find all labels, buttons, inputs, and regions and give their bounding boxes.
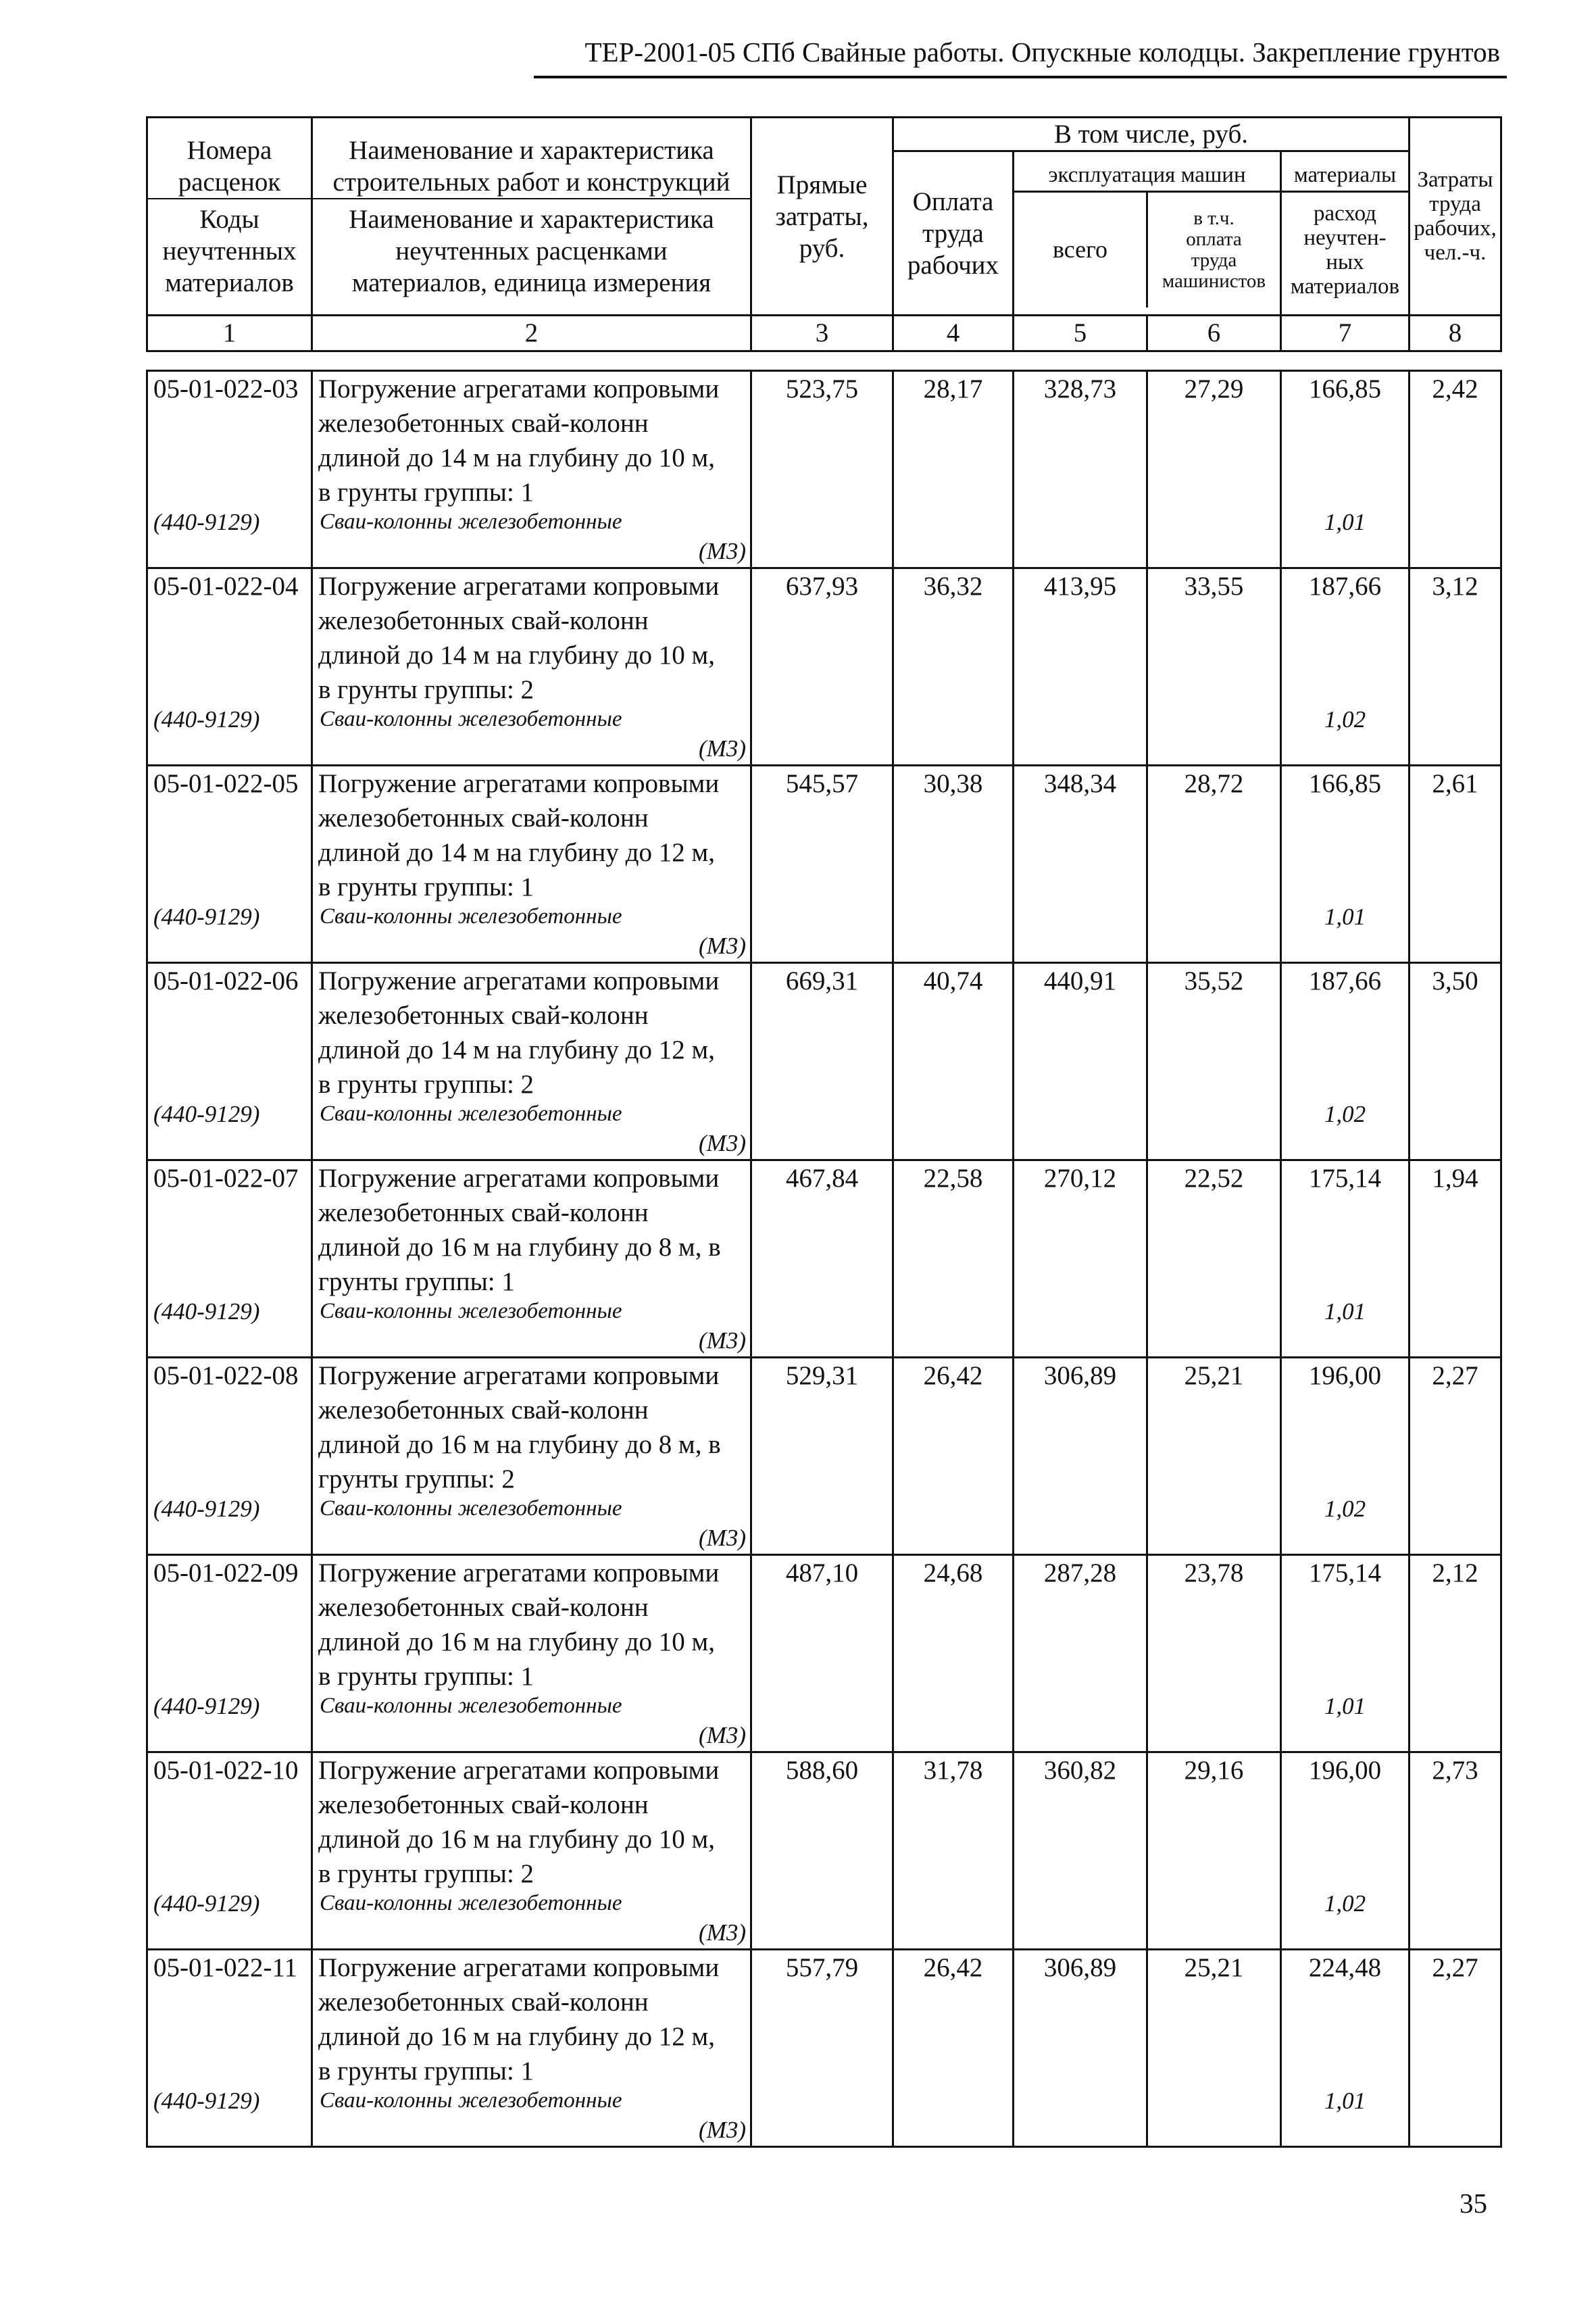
table-row: [147, 1358, 1501, 1555]
rate-code: 05-01-022-10: [153, 1756, 299, 1785]
material-code: (440-9129): [153, 509, 260, 535]
machines-total: 328,73: [1014, 371, 1147, 568]
material-unit: (М3): [699, 2117, 746, 2143]
work-line: Погружение агрегатами копровыми: [318, 769, 720, 798]
work-line: в грунты группы: 1: [318, 2057, 534, 2086]
header-col4: Оплата труда рабочих: [893, 151, 1014, 316]
labor-pay: 40,74: [893, 963, 1014, 1160]
labor-pay: 36,32: [893, 568, 1014, 766]
work-line: железобетонных свай-колонн: [318, 409, 649, 438]
header-col2-bottom: Наименование и характеристика неучтенных расценками материалов, единица измерения: [313, 198, 750, 299]
material-quantity: 1,01: [1324, 1298, 1366, 1325]
material-name: Сваи-колонны железобетонные: [320, 1102, 622, 1126]
material-name: Сваи-колонны железобетонные: [320, 2088, 622, 2113]
direct-costs: 487,10: [751, 1555, 893, 1752]
material-unit: (М3): [699, 933, 746, 959]
work-line: длиной до 16 м на глубину до 12 м,: [318, 2022, 715, 2051]
work-line: Погружение агрегатами копровыми: [318, 1953, 720, 1982]
header-col5: всего: [1014, 191, 1147, 307]
header-col1-top: Номера расценок: [178, 135, 281, 197]
labor-hours: 2,73: [1410, 1752, 1501, 1950]
materials-cost-cell: [1281, 1950, 1410, 2147]
material-name: Сваи-колонны железобетонные: [320, 707, 622, 731]
work-description-cell: [312, 371, 751, 568]
rate-code: 05-01-022-04: [153, 572, 299, 601]
labor-pay: 26,42: [893, 1950, 1014, 2147]
rate-code: 05-01-022-08: [153, 1361, 299, 1390]
rate-code-cell: [147, 1358, 312, 1555]
col-number: 3: [751, 316, 893, 351]
labor-pay: 26,42: [893, 1358, 1014, 1555]
header-col6: в т.ч. оплата труда машинистов: [1162, 207, 1266, 292]
work-description-cell: [312, 963, 751, 1160]
material-quantity: 1,02: [1324, 1496, 1366, 1522]
materials-cost: 187,66: [1308, 572, 1382, 601]
rate-code-cell: [147, 568, 312, 766]
labor-pay: 30,38: [893, 766, 1014, 963]
material-unit: (М3): [699, 538, 746, 564]
rate-code-cell: [147, 1950, 312, 2147]
material-code: (440-9129): [153, 706, 260, 733]
work-line: длиной до 16 м на глубину до 8 м, в: [318, 1430, 721, 1459]
material-code: (440-9129): [153, 1693, 260, 1719]
work-line: в грунты группы: 2: [318, 675, 534, 704]
machinist-pay: 25,21: [1147, 1950, 1281, 2147]
work-line: Погружение агрегатами копровыми: [318, 966, 720, 995]
work-line: железобетонных свай-колонн: [318, 1001, 649, 1030]
machines-total: 440,91: [1014, 963, 1147, 1160]
materials-cost-cell: [1281, 1752, 1410, 1950]
machines-total: 348,34: [1014, 766, 1147, 963]
machines-total: 360,82: [1014, 1752, 1147, 1950]
rate-code-cell: [147, 371, 312, 568]
header-col8: Затраты труда рабочих, чел.-ч.: [1410, 118, 1501, 316]
col-number: 2: [312, 316, 751, 351]
header-materials-label: материалы: [1282, 159, 1408, 192]
work-line: длиной до 14 м на глубину до 10 м,: [318, 641, 715, 670]
work-line: Погружение агрегатами копровыми: [318, 1164, 720, 1193]
labor-hours: 2,12: [1410, 1555, 1501, 1752]
rates-table: [146, 370, 1502, 2148]
material-name: Сваи-колонны железобетонные: [320, 1694, 622, 1718]
material-name: Сваи-колонны железобетонные: [320, 1299, 622, 1323]
work-description-cell: [312, 1555, 751, 1752]
material-quantity: 1,02: [1324, 706, 1366, 733]
materials-cost-cell: [1281, 568, 1410, 766]
material-code: (440-9129): [153, 904, 260, 930]
material-unit: (М3): [699, 1130, 746, 1156]
materials-cost-cell: [1281, 963, 1410, 1160]
table-header: [146, 116, 1502, 352]
work-description-cell: [312, 1950, 751, 2147]
materials-cost: 166,85: [1308, 769, 1382, 798]
machinist-pay: 25,21: [1147, 1358, 1281, 1555]
direct-costs: 669,31: [751, 963, 893, 1160]
machinist-pay: 33,55: [1147, 568, 1281, 766]
table-row: [147, 1752, 1501, 1950]
rate-code: 05-01-022-07: [153, 1164, 299, 1193]
work-line: железобетонных свай-колонн: [318, 1790, 649, 1819]
material-quantity: 1,01: [1324, 904, 1366, 930]
machinist-pay: 29,16: [1147, 1752, 1281, 1950]
machinist-pay: 22,52: [1147, 1160, 1281, 1358]
labor-hours: 2,27: [1410, 1950, 1501, 2147]
header-col3: Прямые затраты, руб.: [751, 118, 893, 316]
col-number: 1: [147, 316, 312, 351]
material-quantity: 1,01: [1324, 2088, 1366, 2114]
table-row: [147, 371, 1501, 568]
material-name: Сваи-колонны железобетонные: [320, 510, 622, 534]
table-row: [147, 1555, 1501, 1752]
work-line: в грунты группы: 2: [318, 1070, 534, 1099]
material-unit: (М3): [699, 735, 746, 762]
material-code: (440-9129): [153, 1890, 260, 1917]
direct-costs: 545,57: [751, 766, 893, 963]
rate-code-cell: [147, 766, 312, 963]
work-line: длиной до 16 м на глубину до 8 м, в: [318, 1233, 721, 1262]
material-quantity: 1,01: [1324, 509, 1366, 535]
col-number: 8: [1410, 316, 1501, 351]
rate-code-cell: [147, 1752, 312, 1950]
work-line: в грунты группы: 1: [318, 478, 534, 507]
material-name: Сваи-колонны железобетонные: [320, 1891, 622, 1915]
material-name: Сваи-колонны железобетонные: [320, 904, 622, 929]
labor-hours: 3,50: [1410, 963, 1501, 1160]
rate-code: 05-01-022-09: [153, 1558, 299, 1587]
material-unit: (М3): [699, 1525, 746, 1551]
materials-cost: 175,14: [1308, 1164, 1382, 1193]
material-code: (440-9129): [153, 1298, 260, 1325]
material-unit: (М3): [699, 1919, 746, 1946]
header-machines: [1014, 151, 1281, 316]
materials-cost: 196,00: [1308, 1756, 1382, 1785]
material-code: (440-9129): [153, 2088, 260, 2114]
machinist-pay: 35,52: [1147, 963, 1281, 1160]
machinist-pay: 23,78: [1147, 1555, 1281, 1752]
work-line: железобетонных свай-колонн: [318, 1593, 649, 1622]
work-line: железобетонных свай-колонн: [318, 1988, 649, 2017]
col-number: 5: [1014, 316, 1147, 351]
work-line: длиной до 16 м на глубину до 10 м,: [318, 1627, 715, 1656]
machines-total: 270,12: [1014, 1160, 1147, 1358]
materials-cost-cell: [1281, 766, 1410, 963]
header-col1-bottom: Коды неучтенных материалов: [148, 198, 311, 299]
work-line: длиной до 16 м на глубину до 10 м,: [318, 1825, 715, 1854]
header-numbers-row: [147, 316, 1501, 351]
work-line: Погружение агрегатами копровыми: [318, 1558, 720, 1587]
labor-hours: 2,27: [1410, 1358, 1501, 1555]
work-description-cell: [312, 1358, 751, 1555]
labor-pay: 28,17: [893, 371, 1014, 568]
direct-costs: 467,84: [751, 1160, 893, 1358]
table-row: [147, 766, 1501, 963]
rate-code-cell: [147, 1555, 312, 1752]
work-line: железобетонных свай-колонн: [318, 1396, 649, 1425]
header-group: В том числе, руб.: [893, 118, 1410, 151]
col-number: 4: [893, 316, 1014, 351]
work-line: в грунты группы: 2: [318, 1859, 534, 1888]
work-line: Погружение агрегатами копровыми: [318, 1361, 720, 1390]
work-line: железобетонных свай-колонн: [318, 606, 649, 635]
rate-code: 05-01-022-05: [153, 769, 299, 798]
work-description-cell: [312, 568, 751, 766]
page-title: ТЕР-2001-05 СПб Свайные работы. Опускные колодцы. Закрепление грунтов: [584, 36, 1500, 68]
work-line: Погружение агрегатами копровыми: [318, 1756, 720, 1785]
machinist-pay: 27,29: [1147, 371, 1281, 568]
material-quantity: 1,01: [1324, 1693, 1366, 1719]
rate-code: 05-01-022-03: [153, 374, 299, 403]
work-line: грунты группы: 2: [318, 1464, 515, 1494]
materials-cost: 175,14: [1308, 1558, 1382, 1587]
direct-costs: 529,31: [751, 1358, 893, 1555]
material-code: (440-9129): [153, 1496, 260, 1522]
materials-cost: 166,85: [1308, 374, 1382, 403]
table-row: [147, 963, 1501, 1160]
work-line: длиной до 14 м на глубину до 12 м,: [318, 838, 715, 867]
material-quantity: 1,02: [1324, 1890, 1366, 1917]
materials-cost-cell: [1281, 1358, 1410, 1555]
labor-pay: 22,58: [893, 1160, 1014, 1358]
work-line: железобетонных свай-колонн: [318, 804, 649, 833]
material-quantity: 1,02: [1324, 1101, 1366, 1127]
work-description-cell: [312, 766, 751, 963]
work-line: в грунты группы: 1: [318, 1662, 534, 1691]
col-number: 6: [1147, 316, 1281, 351]
work-line: железобетонных свай-колонн: [318, 1198, 649, 1227]
work-description-cell: [312, 1160, 751, 1358]
machinist-pay: 28,72: [1147, 766, 1281, 963]
machines-total: 306,89: [1014, 1358, 1147, 1555]
materials-cost-cell: [1281, 371, 1410, 568]
work-line: длиной до 14 м на глубину до 12 м,: [318, 1035, 715, 1064]
header-col7: расход неучтен- ных материалов: [1290, 201, 1400, 299]
rate-code-cell: [147, 1160, 312, 1358]
direct-costs: 588,60: [751, 1752, 893, 1950]
labor-pay: 24,68: [893, 1555, 1014, 1752]
labor-hours: 2,61: [1410, 766, 1501, 963]
table-row: [147, 1950, 1501, 2147]
work-description-cell: [312, 1752, 751, 1950]
machines-total: 413,95: [1014, 568, 1147, 766]
material-unit: (М3): [699, 1722, 746, 1748]
machines-total: 287,28: [1014, 1555, 1147, 1752]
header-col2: [312, 118, 751, 316]
header-materials: [1281, 151, 1410, 316]
col-number: 7: [1281, 316, 1410, 351]
direct-costs: 523,75: [751, 371, 893, 568]
work-line: длиной до 14 м на глубину до 10 м,: [318, 443, 715, 472]
material-unit: (М3): [699, 1327, 746, 1354]
rate-code: 05-01-022-11: [153, 1953, 298, 1982]
labor-hours: 3,12: [1410, 568, 1501, 766]
material-code: (440-9129): [153, 1101, 260, 1127]
direct-costs: 637,93: [751, 568, 893, 766]
machines-total: 306,89: [1014, 1950, 1147, 2147]
header-col2-top: Наименование и характеристика строительных работ и конструкций: [332, 135, 730, 197]
rate-code-cell: [147, 963, 312, 1160]
work-line: Погружение агрегатами копровыми: [318, 572, 720, 601]
work-line: Погружение агрегатами копровыми: [318, 374, 720, 403]
table-row: [147, 568, 1501, 766]
materials-cost: 187,66: [1308, 966, 1382, 995]
work-line: грунты группы: 1: [318, 1267, 515, 1296]
labor-hours: 1,94: [1410, 1160, 1501, 1358]
header-rule: [534, 76, 1507, 78]
materials-cost-cell: [1281, 1555, 1410, 1752]
table-row: [147, 1160, 1501, 1358]
header-machines-label: эксплуатация машин: [1014, 159, 1280, 192]
materials-cost: 196,00: [1308, 1361, 1382, 1390]
page-number: 35: [1460, 2188, 1487, 2219]
materials-cost-cell: [1281, 1160, 1410, 1358]
labor-pay: 31,78: [893, 1752, 1014, 1950]
direct-costs: 557,79: [751, 1950, 893, 2147]
materials-cost: 224,48: [1308, 1953, 1382, 1982]
header-col1: [147, 118, 312, 316]
material-name: Сваи-колонны железобетонные: [320, 1496, 622, 1521]
labor-hours: 2,42: [1410, 371, 1501, 568]
rate-code: 05-01-022-06: [153, 966, 299, 995]
work-line: в грунты группы: 1: [318, 872, 534, 902]
